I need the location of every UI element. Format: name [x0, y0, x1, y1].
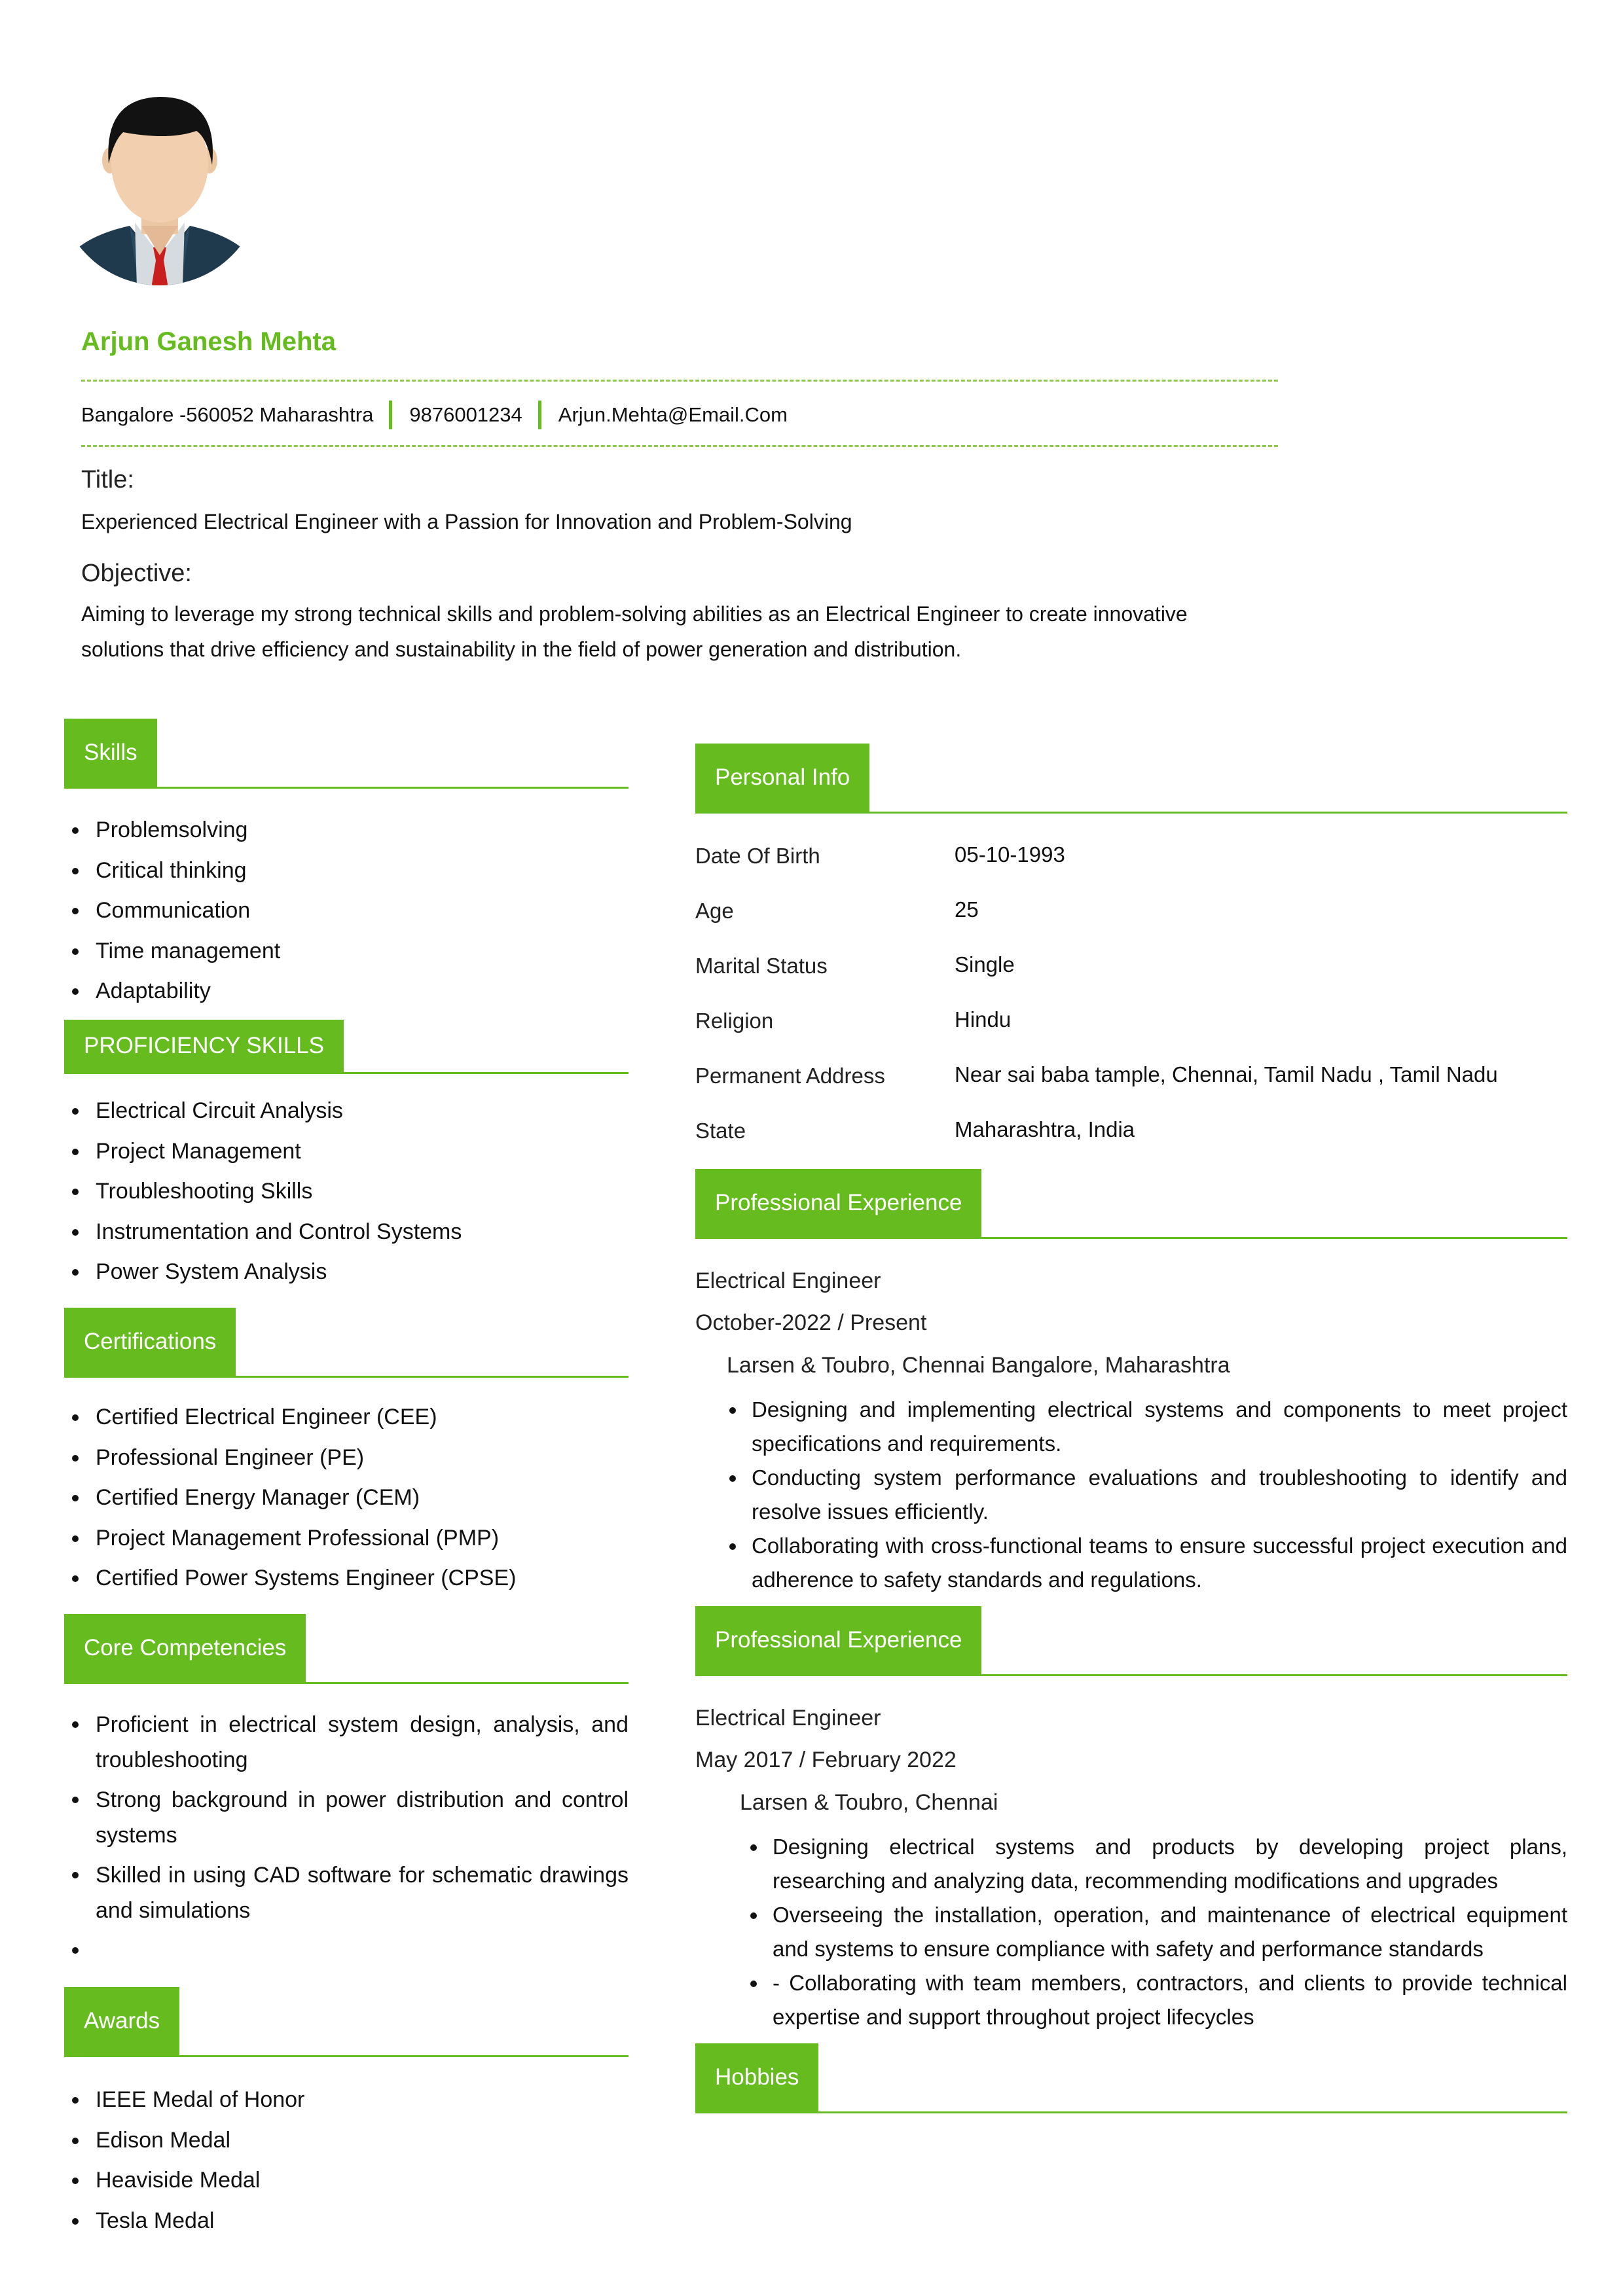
list-item: Critical thinking [64, 851, 629, 891]
list-item: Conducting system performance evaluations and troubleshooting to identify and resolve issues efficiently. [752, 1461, 1567, 1529]
list-item: Time management [64, 931, 629, 972]
section-title: Core Competencies [64, 1614, 306, 1682]
section-title: Professional Experience [695, 1169, 981, 1237]
job-bullets [752, 1393, 1567, 1597]
section-underline [64, 1682, 629, 1684]
divider [81, 380, 1278, 382]
list-item: Instrumentation and Control Systems [64, 1212, 629, 1253]
list-item: Project Management Professional (PMP) [64, 1518, 629, 1559]
marital-status-value: Single [955, 952, 1015, 977]
contact-line [81, 401, 788, 429]
job-role: Electrical Engineer [695, 1706, 881, 1731]
job-dates: October-2022 / Present [695, 1310, 927, 1335]
list-item: IEEE Medal of Honor [64, 2080, 629, 2121]
proficiency-list [64, 1091, 629, 1293]
section-underline [64, 1376, 629, 1378]
objective-line-1: Aiming to leverage my strong technical skills and problem-solving abilities as an Electrical Engineer to create innovative [81, 602, 1188, 626]
section-title: Skills [64, 719, 157, 787]
section-underline [64, 1072, 629, 1074]
list-item: Certified Energy Manager (CEM) [64, 1478, 629, 1518]
religion-value: Hindu [955, 1007, 1012, 1031]
address-text: Bangalore -560052 Maharashtra [81, 403, 374, 426]
email-link[interactable]: Arjun.Mehta@Email.Com [558, 403, 788, 426]
section-title: Hobbies [695, 2043, 818, 2111]
separator [538, 401, 541, 429]
dob-label: Date Of Birth [695, 844, 820, 868]
list-item: Collaborating with cross-functional teams to ensure successful project execution and adherence to safety standards and regulations. [752, 1529, 1567, 1597]
list-item: Problemsolving [64, 810, 629, 851]
candidate-name: Arjun Ganesh Mehta [81, 327, 336, 356]
skills-list [64, 810, 629, 1012]
separator [389, 401, 392, 429]
list-item: Professional Engineer (PE) [64, 1438, 629, 1479]
section-underline [695, 812, 1567, 814]
list-item: Tesla Medal [64, 2201, 629, 2242]
phone-text[interactable]: 9876001234 [409, 403, 522, 426]
title-text: Experienced Electrical Engineer with a Passion for Innovation and Problem-Solving [81, 510, 852, 533]
section-title: Professional Experience [695, 1606, 981, 1674]
state-value: Maharashtra, India [955, 1117, 1135, 1141]
list-item: Overseeing the installation, operation, and maintenance of electrical equipment and systems to ensure compliance with safety and performance standards [773, 1898, 1567, 1966]
marital-status-label: Marital Status [695, 954, 828, 978]
section-underline [64, 787, 629, 789]
section-underline [695, 2111, 1567, 2113]
list-item: Electrical Circuit Analysis [64, 1091, 629, 1132]
list-item: Adaptability [64, 971, 629, 1012]
title-label: Title: [81, 466, 134, 493]
certifications-list [64, 1397, 629, 1599]
competencies-list [64, 1707, 629, 1973]
divider [81, 445, 1278, 447]
awards-list [64, 2080, 629, 2241]
section-title: PROFICIENCY SKILLS [64, 1020, 344, 1072]
job-company: Larsen & Toubro, Chennai [740, 1790, 998, 1815]
address-label: Permanent Address [695, 1064, 885, 1088]
job-company: Larsen & Toubro, Chennai Bangalore, Maharashtra [727, 1353, 1230, 1378]
person-avatar-icon [58, 92, 262, 308]
section-title: Certifications [64, 1308, 236, 1376]
state-label: State [695, 1119, 746, 1143]
job-dates: May 2017 / February 2022 [695, 1748, 957, 1772]
section-underline [64, 2055, 629, 2057]
religion-label: Religion [695, 1009, 774, 1033]
section-title: Awards [64, 1987, 179, 2055]
objective-line-2: solutions that drive efficiency and sustainability in the field of power generation and distribution. [81, 637, 962, 661]
job-bullets [773, 1830, 1567, 2034]
list-item: Skilled in using CAD software for schematic drawings and simulations [64, 1857, 629, 1928]
list-item: Power System Analysis [64, 1252, 629, 1293]
section-underline [695, 1674, 1567, 1676]
list-item: Proficient in electrical system design, analysis, and troubleshooting [64, 1707, 629, 1778]
age-value: 25 [955, 897, 979, 922]
list-item: Project Management [64, 1132, 629, 1172]
list-item [64, 1933, 629, 1968]
section-title: Personal Info [695, 744, 869, 812]
list-item: Certified Electrical Engineer (CEE) [64, 1397, 629, 1438]
list-item: Troubleshooting Skills [64, 1172, 629, 1212]
list-item: Edison Medal [64, 2121, 629, 2161]
list-item: Certified Power Systems Engineer (CPSE) [64, 1558, 629, 1599]
list-item: Heaviside Medal [64, 2161, 629, 2201]
dob-value: 05-10-1993 [955, 842, 1065, 867]
address-value: Near sai baba tample, Chennai, Tamil Nadu , Tamil Nadu [955, 1062, 1498, 1086]
list-item: Designing and implementing electrical systems and components to meet project specifications and requirements. [752, 1393, 1567, 1461]
job-role: Electrical Engineer [695, 1268, 881, 1293]
list-item: Strong background in power distribution and control systems [64, 1782, 629, 1853]
list-item: Communication [64, 891, 629, 931]
avatar [58, 92, 262, 308]
age-label: Age [695, 899, 734, 923]
list-item: Designing electrical systems and products by developing project plans, researching and analyzing data, recommending modifications and upgrades [773, 1830, 1567, 1898]
list-item: - Collaborating with team members, contractors, and clients to provide technical expertise and support throughout project lifecycles [773, 1966, 1567, 2034]
section-underline [695, 1237, 1567, 1239]
objective-label: Objective: [81, 560, 192, 587]
